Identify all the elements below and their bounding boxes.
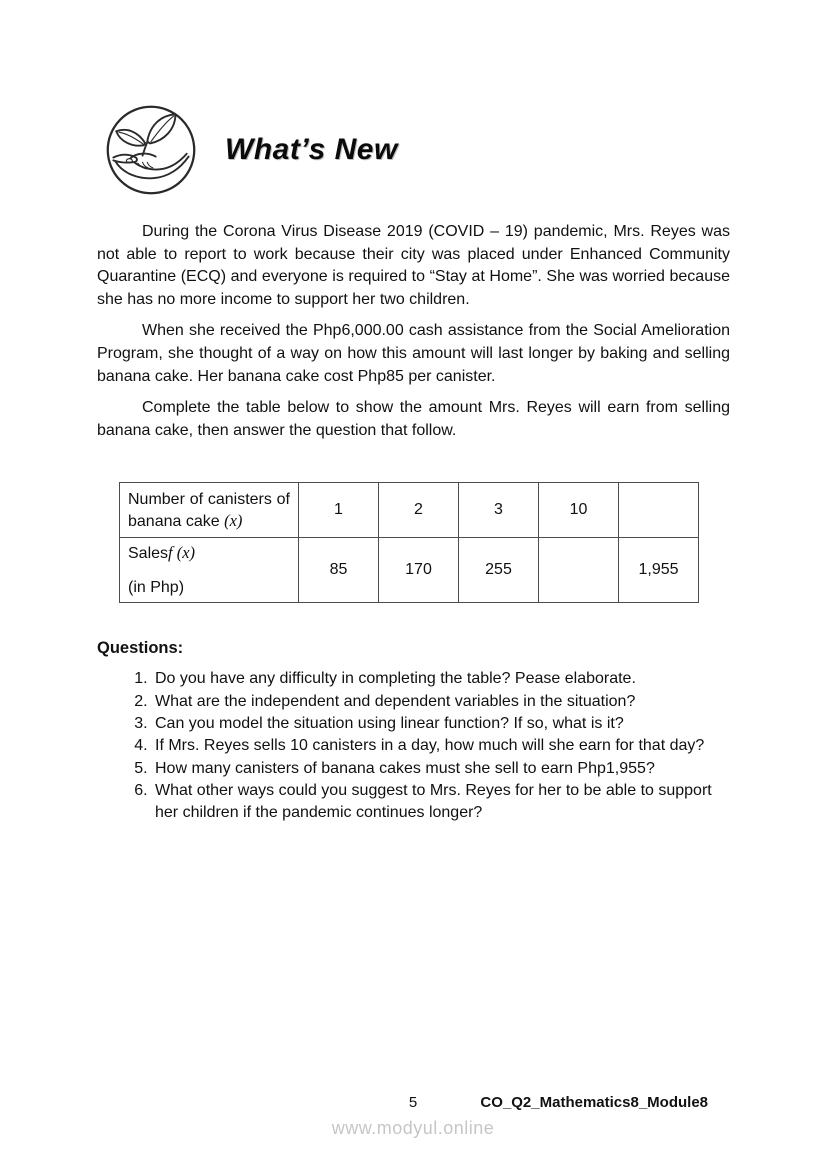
module-code: CO_Q2_Mathematics8_Module8 (480, 1094, 708, 1111)
table-row (120, 483, 699, 538)
sales-table (119, 482, 699, 603)
canisters-cell-5 (619, 483, 699, 538)
sales-label: Sales (128, 545, 169, 563)
question-item-6: 6. What other ways could you suggest to Mrs. Reyes for her to be able to support her children if the pandemic continues longer? (152, 780, 730, 825)
question-item-5: 5. How many canisters of banana cakes must she sell to earn Php1,955? (152, 758, 730, 780)
page-number: 5 (408, 1094, 418, 1111)
canisters-cell-4: 10 (539, 483, 619, 538)
sales-cell-4 (539, 538, 619, 603)
canisters-cell-1: 1 (299, 483, 379, 538)
section-header (97, 101, 730, 199)
page-content (97, 0, 730, 824)
function-fx: f (x) (168, 543, 196, 563)
table-sales-label-cell (120, 538, 299, 603)
sales-cell-2: 170 (379, 538, 459, 603)
table-row (120, 538, 699, 603)
canisters-label: Number of canisters of banana cake (128, 490, 290, 530)
sales-cell-3: 255 (459, 538, 539, 603)
intro-paragraphs (97, 221, 730, 442)
paragraph-assistance: When she received the Php6,000.00 cash assistance from the Social Amelioration Program, she thought of a way on how this amount will last longer by baking and selling banana cake. Her banana cake cost Php85 per canister. (97, 322, 730, 385)
paragraph-instruction: Complete the table below to show the amount Mrs. Reyes will earn from selling banana cake, then answer the question that follow. (97, 399, 730, 439)
question-item-2: 2. What are the independent and dependent variables in the situation? (152, 691, 730, 713)
paragraph-covid: During the Corona Virus Disease 2019 (COVID – 19) pandemic, Mrs. Reyes was not able to report to work because their city was placed under Enhanced Community Quarantine (ECQ) and everyone is required to “Stay at Home”. She was worried because she has no more income to support her two children. (97, 223, 730, 308)
sales-cell-1: 85 (299, 538, 379, 603)
canisters-cell-2: 2 (379, 483, 459, 538)
questions-heading: Questions: (97, 639, 184, 658)
question-item-1: 1. Do you have any difficulty in completing the table? Pease elaborate. (152, 668, 730, 690)
variable-x: (x) (224, 510, 243, 530)
page-title: What’s New (225, 133, 398, 166)
table-header-label-cell (120, 483, 299, 538)
watermark-url: www.modyul.online (331, 1118, 495, 1138)
sales-cell-5: 1,955 (619, 538, 699, 603)
question-item-4: 4. If Mrs. Reyes sells 10 canisters in a day, how much will she earn for that day? (152, 735, 730, 757)
page-footer (0, 1094, 826, 1114)
hand-seedling-icon (104, 101, 198, 199)
sales-unit: (in Php) (128, 579, 185, 597)
question-list (97, 668, 730, 824)
question-item-3: 3. Can you model the situation using linear function? If so, what is it? (152, 713, 730, 735)
canisters-cell-3: 3 (459, 483, 539, 538)
